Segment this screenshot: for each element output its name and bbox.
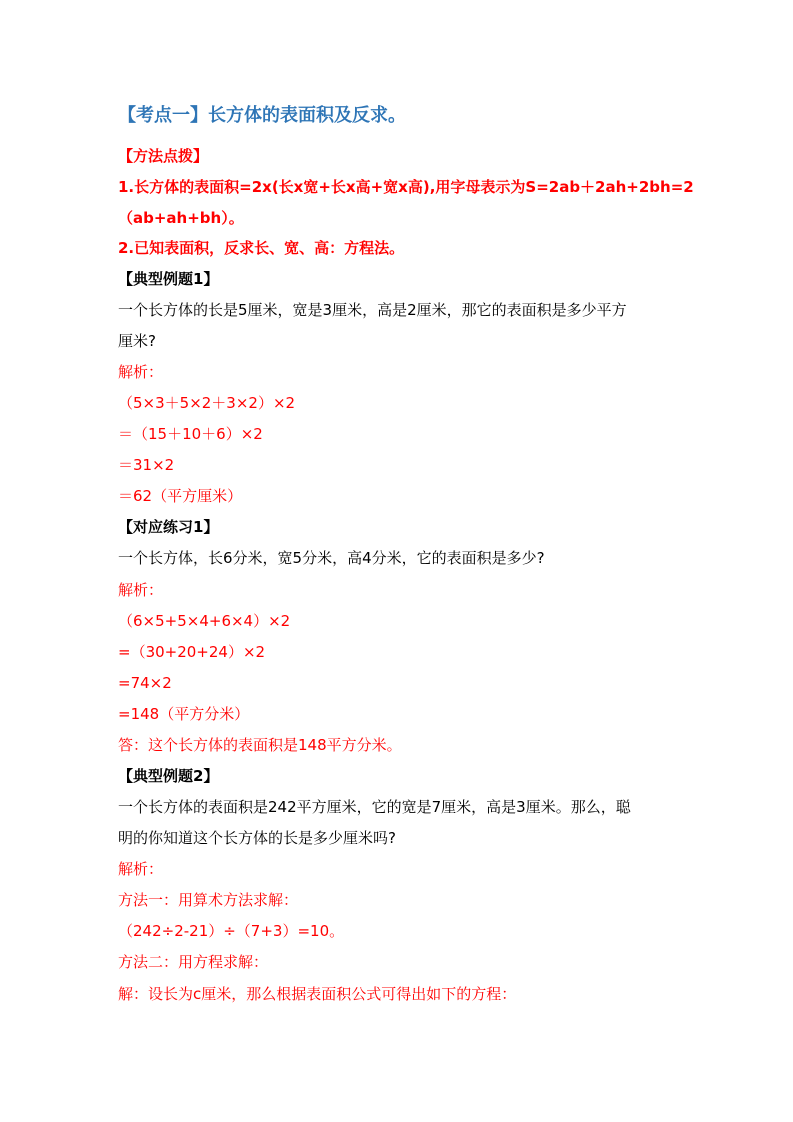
- practice-1-step-4: =148（平方分米）: [118, 705, 250, 723]
- practice-1-step-2: =（30+20+24）×2: [118, 643, 266, 661]
- practice-1-heading: 【对应练习1】: [118, 518, 219, 536]
- example-2-method-1-label: 方法一：用算术方法求解：: [118, 891, 299, 909]
- example-2-heading: 【典型例题2】: [118, 767, 219, 785]
- example-1-analysis-label: 解析：: [118, 363, 164, 381]
- practice-1-answer: 答：这个长方体的表面积是148平方分米。: [118, 736, 402, 754]
- method-1-line-2: （ab+ah+bh）。: [118, 209, 244, 227]
- practice-1-step-3: =74×2: [118, 674, 172, 692]
- example-1-question-line-1: 一个长方体的长是5厘米，宽是3厘米，高是2厘米，那它的表面积是多少平方: [118, 301, 627, 319]
- practice-1-analysis-label: 解析：: [118, 581, 164, 599]
- example-2-method-2-label: 方法二：用方程求解：: [118, 953, 269, 971]
- example-1-step-3: ＝31×2: [118, 456, 175, 474]
- example-2-method-1-calc: （242÷2-21）÷（7+3）=10。: [118, 922, 345, 940]
- example-2-question-line-2: 明的你知道这个长方体的长是多少厘米吗?: [118, 829, 396, 847]
- example-2-method-2-setup: 解：设长为c厘米，那么根据表面积公式可得出如下的方程：: [118, 985, 517, 1003]
- example-1-step-2: ＝（15＋10＋6）×2: [118, 425, 263, 443]
- example-2-question-line-1: 一个长方体的表面积是242平方厘米，它的宽是7厘米，高是3厘米。那么，聪: [118, 798, 631, 816]
- method-1-line-1: 1.长方体的表面积=2x(长x宽+长x高+宽x高),用字母表示为S=2ab＋2ah+2bh=2: [118, 178, 694, 196]
- method-2: 2.已知表面积，反求长、宽、高：方程法。: [118, 239, 405, 257]
- practice-1-step-1: （6×5+5×4+6×4）×2: [118, 612, 291, 630]
- method-heading: 【方法点拨】: [118, 147, 209, 165]
- example-1-heading: 【典型例题1】: [118, 270, 219, 288]
- page-title: 【考点一】长方体的表面积及反求。: [118, 105, 406, 126]
- example-2-analysis-label: 解析：: [118, 860, 164, 878]
- practice-1-question: 一个长方体，长6分米，宽5分米，高4分米，它的表面积是多少?: [118, 549, 545, 567]
- example-1-step-4: ＝62（平方厘米）: [118, 487, 243, 505]
- example-1-question-line-2: 厘米?: [118, 332, 156, 350]
- example-1-step-1: （5×3＋5×2＋3×2）×2: [118, 394, 296, 412]
